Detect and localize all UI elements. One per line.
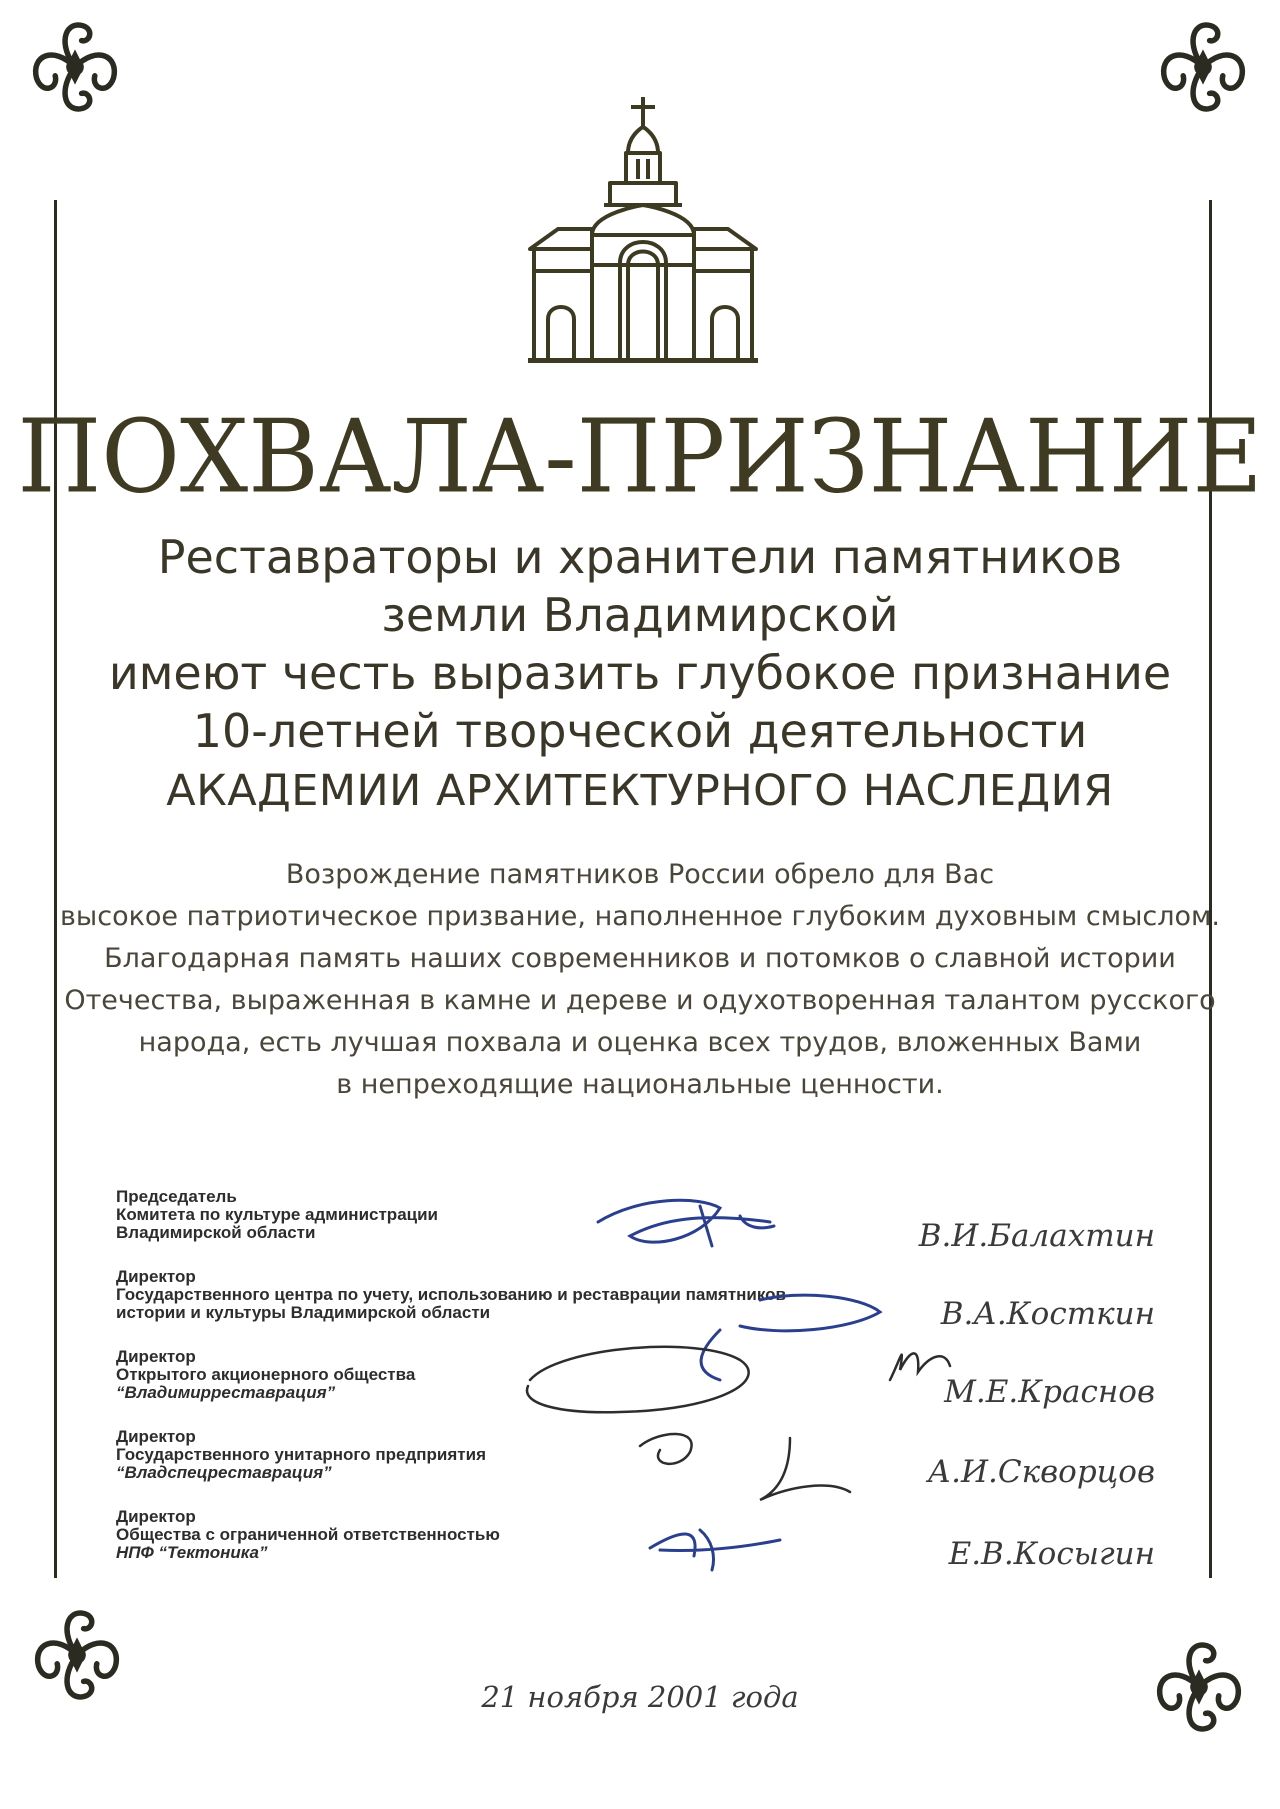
signatory-org-line: Государственного центра по учету, использованию и реставрации памятников (116, 1285, 786, 1304)
flourish-icon (20, 12, 130, 122)
signatory-4 (116, 1428, 936, 1482)
document-date: 21 ноября 2001 года (481, 1680, 799, 1714)
corner-ornament-top-right (1148, 12, 1258, 122)
signatory-5 (116, 1508, 936, 1562)
signatory-org-line: “Владимирреставрация” (116, 1383, 336, 1402)
signatory-position: Директор (116, 1427, 196, 1446)
body-line-3: Благодарная память наших современников и потомков о славной истории (104, 943, 1176, 974)
signatory-position: Председатель (116, 1187, 237, 1206)
signatory-name-4: А.И.Скворцов (927, 1454, 1155, 1490)
signatory-1 (116, 1188, 936, 1242)
signatory-org-line: Открытого акционерного общества (116, 1365, 416, 1384)
signatory-name-2: В.А.Косткин (940, 1296, 1155, 1332)
signatory-name-3: М.Е.Краснов (944, 1374, 1155, 1410)
heading-line-1: Реставраторы и хранители памятников (157, 530, 1123, 584)
church-gate-icon (528, 95, 758, 363)
signatory-org-line: НПФ “Тектоника” (116, 1543, 268, 1562)
signatory-2 (116, 1268, 936, 1322)
body-line-1: Возрождение памятников России обрело для Вас (285, 859, 995, 890)
corner-ornament-top-left (20, 12, 130, 122)
signatory-org-line: Владимирской области (116, 1223, 316, 1242)
body-line-4: Отечества, выраженная в камне и дереве и одухотворенная талантом русского (64, 985, 1216, 1016)
heading-line-3: имеют честь выразить глубокое признание (108, 646, 1172, 700)
signatory-name-1: В.И.Балахтин (918, 1218, 1155, 1254)
golden-gate-emblem (528, 95, 758, 363)
body-line-2: высокое патриотическое призвание, наполненное глубоким духовным смыслом. (60, 901, 1220, 932)
signatory-position: Директор (116, 1347, 196, 1366)
signatory-name-5: Е.В.Косыгин (948, 1536, 1155, 1572)
flourish-icon (1148, 12, 1258, 122)
signatory-org-line: Общества с ограниченной ответственностью (116, 1525, 500, 1544)
heading-line-2: земли Владимирской (381, 588, 899, 642)
signatory-org-line: Государственного унитарного предприятия (116, 1445, 486, 1464)
page-title: ПОХВАЛА-ПРИЗНАНИЕ (17, 398, 1263, 516)
heading-line-5: АКАДЕМИИ АРХИТЕКТУРНОГО НАСЛЕДИЯ (166, 766, 1114, 816)
body-line-5: народа, есть лучшая похвала и оценка всех трудов, вложенных Вами (138, 1027, 1142, 1058)
signatory-position: Директор (116, 1267, 196, 1286)
signatory-3 (116, 1348, 936, 1402)
signatory-org-line: “Владспецреставрация” (116, 1463, 332, 1482)
body-line-6: в непреходящие национальные ценности. (336, 1069, 944, 1100)
signatory-org-line: Комитета по культуре администрации (116, 1205, 438, 1224)
signatory-org-line: истории и культуры Владимирской области (116, 1303, 491, 1322)
heading-line-4: 10-летней творческой деятельности (192, 704, 1088, 758)
signatory-position: Директор (116, 1507, 196, 1526)
